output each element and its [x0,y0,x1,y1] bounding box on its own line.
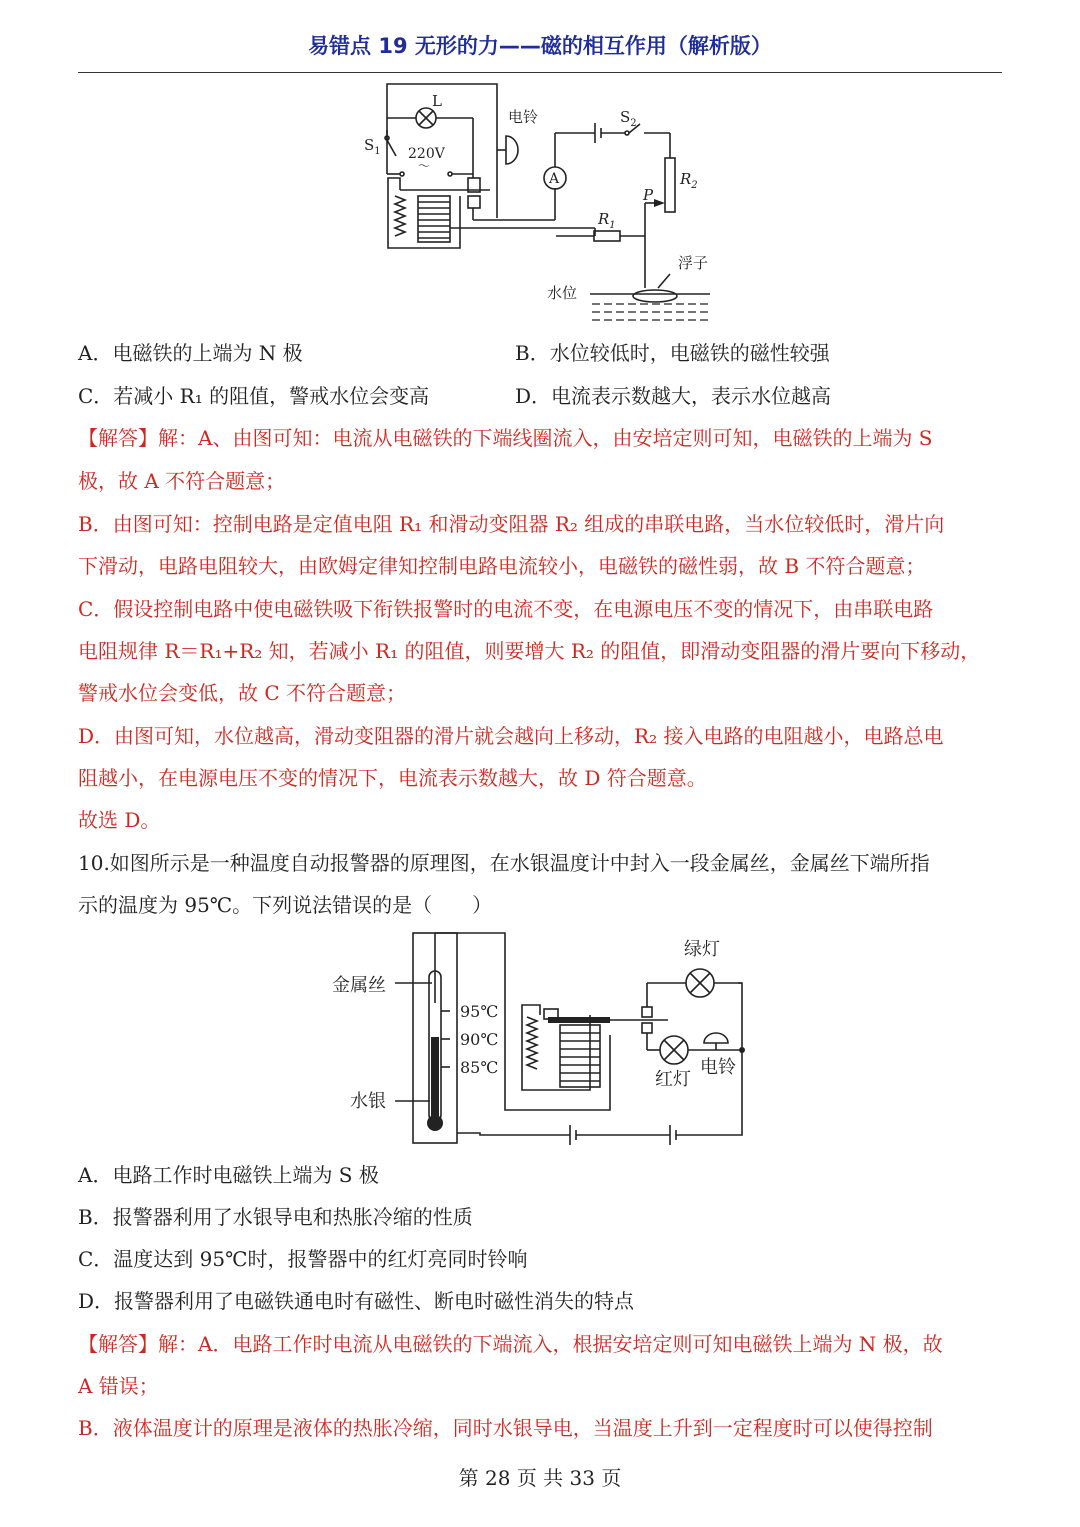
q9-option-a: A．电磁铁的上端为 N 极 [78,341,303,365]
resistor-r1-icon [594,231,620,241]
float-label: 浮子 [678,254,709,272]
spring-icon [527,1017,537,1069]
q9-option-c: C．若减小 R₁ 的阻值，警戒水位会变高 [78,384,430,408]
water-level-alarm-diagram [340,78,740,330]
spring-icon [395,196,405,236]
q9-option-b: B．水位较低时，电磁铁的磁性较强 [515,341,830,365]
page-header-title: 易错点 19 无形的力——磁的相互作用（解析版） [308,34,772,58]
mercury-column [431,1037,439,1121]
bell-label: 电铃 [508,108,539,126]
float-icon [633,290,677,302]
q10-answer-label: 【解答】 [78,1332,158,1356]
page-footer: 第 28 页 共 33 页 [458,1466,622,1490]
wire-top-loop [387,84,497,176]
electromagnet-coil-icon [418,196,450,242]
q9-answer-line-4: 下滑动，电路电阻较大，由欧姆定律知控制电路电流较小，电磁铁的磁性弱，故 B 不符合题意； [78,554,926,578]
slider-p-label: P [643,186,654,204]
q9-answer-line-10: 故选 D。 [78,808,161,832]
q10-option-a: A．电路工作时电磁铁上端为 S 极 [78,1163,379,1187]
rheostat-r2-icon [665,158,675,212]
switch-s1-label: $S_1$ [364,136,381,157]
q9-answer-line-6: 电阻规律 R＝R₁+R₂ 知，若减小 R₁ 的阻值，则要增大 R₂ 的阻值，即滑动变阻器的滑片要向下移动， [78,639,981,663]
electric-bell-icon [704,1033,728,1043]
q10-answer-line-1: 【解答】解：A．电路工作时电流从电磁铁的下端流入，根据安培定则可知电磁铁上端为 N 极，故 [78,1332,943,1356]
r1-label: $R_1$ [598,210,616,231]
q9-answer-line-8: D．由图可知，水位越高，滑动变阻器的滑片就会越向上移动，R₂ 接入电路的电阻越小，电路总电 [78,724,944,748]
q9-answer-line-2: 极，故 A 不符合题意； [78,469,286,493]
q10-option-d: D．报警器利用了电磁铁通电时有磁性、断电时磁性消失的特点 [78,1289,635,1313]
metal-wire-label: 金属丝 [332,975,386,996]
ac-symbol: ～ [418,159,431,173]
q9-answer-line-1: 【解答】解：A、由图可知：电流从电磁铁的下端线圈流入，由安培定则可知，电磁铁的上端为 S [78,426,933,450]
bell-label: 电铃 [700,1057,736,1078]
mercury-label: 水银 [350,1091,386,1112]
q9-answer-line-3: B．由图可知：控制电路是定值电阻 R₁ 和滑动变阻器 R₂ 组成的串联电路，当水位较低时，滑片向 [78,512,945,536]
header-divider [78,72,1002,73]
q10-answer-line-3: B．液体温度计的原理是液体的热胀冷缩，同时水银导电，当温度上升到一定程度时可以使得控制 [78,1416,933,1440]
q10-answer-line-2: A 错误； [78,1374,159,1398]
q10-option-b: B．报警器利用了水银导电和热胀冷缩的性质 [78,1205,473,1229]
q10-stem-line-1: 10.如图所示是一种温度自动报警器的原理图，在水银温度计中封入一段金属丝，金属丝下端所指 [78,851,930,875]
temp-85-label: 85℃ [460,1058,499,1077]
water-level-label: 水位 [547,284,578,302]
q10-option-c: C．温度达到 95℃时，报警器中的红灯亮同时铃响 [78,1247,528,1271]
electric-bell-icon [506,136,518,164]
r2-label: $R_2$ [680,170,698,191]
red-lamp-label: 红灯 [655,1069,691,1090]
q10-stem-line-2: 示的温度为 95℃。下列说法错误的是（ ） [78,893,493,917]
switch-s2-label: $S_2$ [620,108,637,129]
ammeter-label: A [549,171,560,187]
lamp-label: L [432,92,442,110]
voltage-label: 220V [408,146,445,162]
q9-option-d: D．电流表示数越大，表示水位越高 [515,384,832,408]
electromagnet-coil-icon [560,1025,600,1087]
q9-answer-line-5: C．假设控制电路中使电磁铁吸下衔铁报警时的电流不变，在电源电压不变的情况下，由串联电路 [78,597,934,621]
green-lamp-label: 绿灯 [684,939,720,960]
q9-answer-line-9: 阻越小，在电源电压不变的情况下，电流表示数越大，故 D 符合题意。 [78,766,707,790]
temp-95-label: 95℃ [460,1002,499,1021]
q9-answer-line-7: 警戒水位会变低，故 C 不符合题意； [78,681,407,705]
mercury-bulb [427,1115,443,1131]
armature-bar [548,1017,610,1023]
temperature-alarm-diagram [320,925,760,1155]
q9-answer-label: 【解答】 [78,426,158,450]
temp-90-label: 90℃ [460,1030,499,1049]
